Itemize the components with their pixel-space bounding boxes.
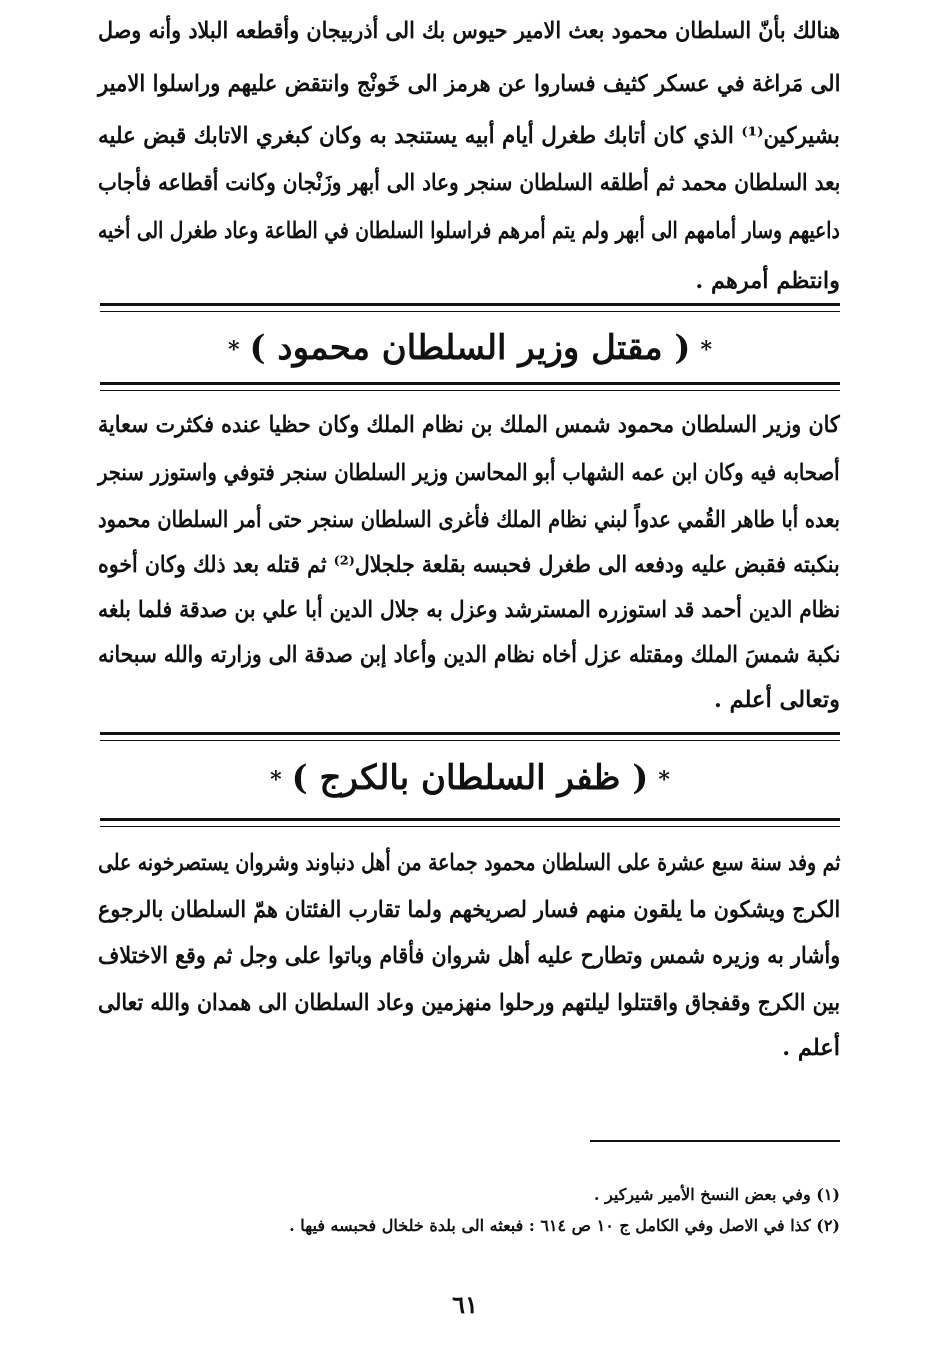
section-heading-vizier-killing xyxy=(100,328,840,368)
star-ornament: * xyxy=(270,767,282,793)
star-ornament: * xyxy=(700,337,712,363)
footnote-2: (٢) كذا في الاصل وفي الكامل ج ١٠ ص ٦١٤ : فبعثه الى بلدة خلخال فحبسه فيها . xyxy=(289,1216,840,1235)
footnote-1: (١) وفي بعض النسخ الأمير شيركير . xyxy=(593,1185,840,1204)
book-page: هنالك بأنّ السلطان محمود بعث الامير حيوس بك الى أذربيجان وأقطعه البلاد وأنه وصل الى مَراغة في عسكر كثيف فساروا عن هرمز الى خَونْج وانتقض عليهم وراسلوا الامير بشيركين⁽¹⁾ الذي كان أتابك طغرل أيام أبيه يستنجد به وكان كبغري الاتابك قبض عليه بعد السلطان محمد ثم أطلقه السلطان سنجر وعاد الى أبهر وزَنْجان وكانت أقطاعه فأجاب داعيهم وسار أمامهم الى أبهر ولم يتم أمرهم فراسلوا السلطان في الطاعة وعاد طغرل الى أخيه وانتظم أمرهم . *( مقتل وزير السلطان محمود )* كان وزير السلطان محمود شمس الملك بن نظام الملك وكان حظيا عنده فكثرت سعاية أصحابه فيه وكان ابن عمه الشهاب أبو المحاسن وزير السلطان سنجر فتوفي واستوزر سنجر بعده أبا طاهر القُمي عدواً لبني نظام الملك فأغرى السلطان سنجر حتى أمر السلطان محمود بنكبته فقبض عليه ودفعه الى طغرل فحبسه بقلعة جلجلال⁽²⁾ ثم قتله بعد ذلك وكان أخوه نظام الدين أحمد قد استوزره المسترشد وعزل به جلال الدين أبا علي بن صدقة فلما بلغه نكبة شمسَ الملك ومقتله عزل أخاه نظام الدين وأعاد إبن صدقة الى وزارته والله سبحانه وتعالى أعلم . *( ظفر السلطان بالكرج )* ثم وفد سنة سبع عشرة على السلطان محمود جماعة من أهل دنباوند وشروان يستصرخونه على الكرج ويشكون ما يلقون منهم فسار لصريخهم ولما تقارب الفئتان همّ السلطان بالرجوع وأشار به وزيره شمس وتطارح عليه أهل شروان فأقام وباتوا على وجل ثم وقع الاختلاف بين الكرج وقفجاق واقتتلوا ليلتهم ورحلوا منهزمين وعاد السلطان الى همدان والله تعالى أعلم . (١) وفي بعض النسخ الأمير شيركير . (٢) كذا في الاصل وفي الكامل ج ١٠ ص ٦١٤ : فبعثه الى بلدة خلخال فحبسه فيها . ٦١ xyxy=(97,18,840,1319)
heading-text: ( ظفر السلطان بالكرج ) xyxy=(291,758,649,798)
section-divider-top xyxy=(100,303,840,312)
star-ornament: * xyxy=(658,767,670,793)
section-heading-georgia-victory xyxy=(100,758,840,798)
section-divider-bottom xyxy=(100,818,840,827)
page-number: ٦١ xyxy=(452,1290,478,1319)
section-divider-bottom xyxy=(100,382,840,391)
star-ornament: * xyxy=(227,337,240,363)
heading-text: ( مقتل وزير السلطان محمود ) xyxy=(249,328,691,368)
section-divider-top xyxy=(100,732,840,741)
footnote-separator xyxy=(590,1140,840,1142)
